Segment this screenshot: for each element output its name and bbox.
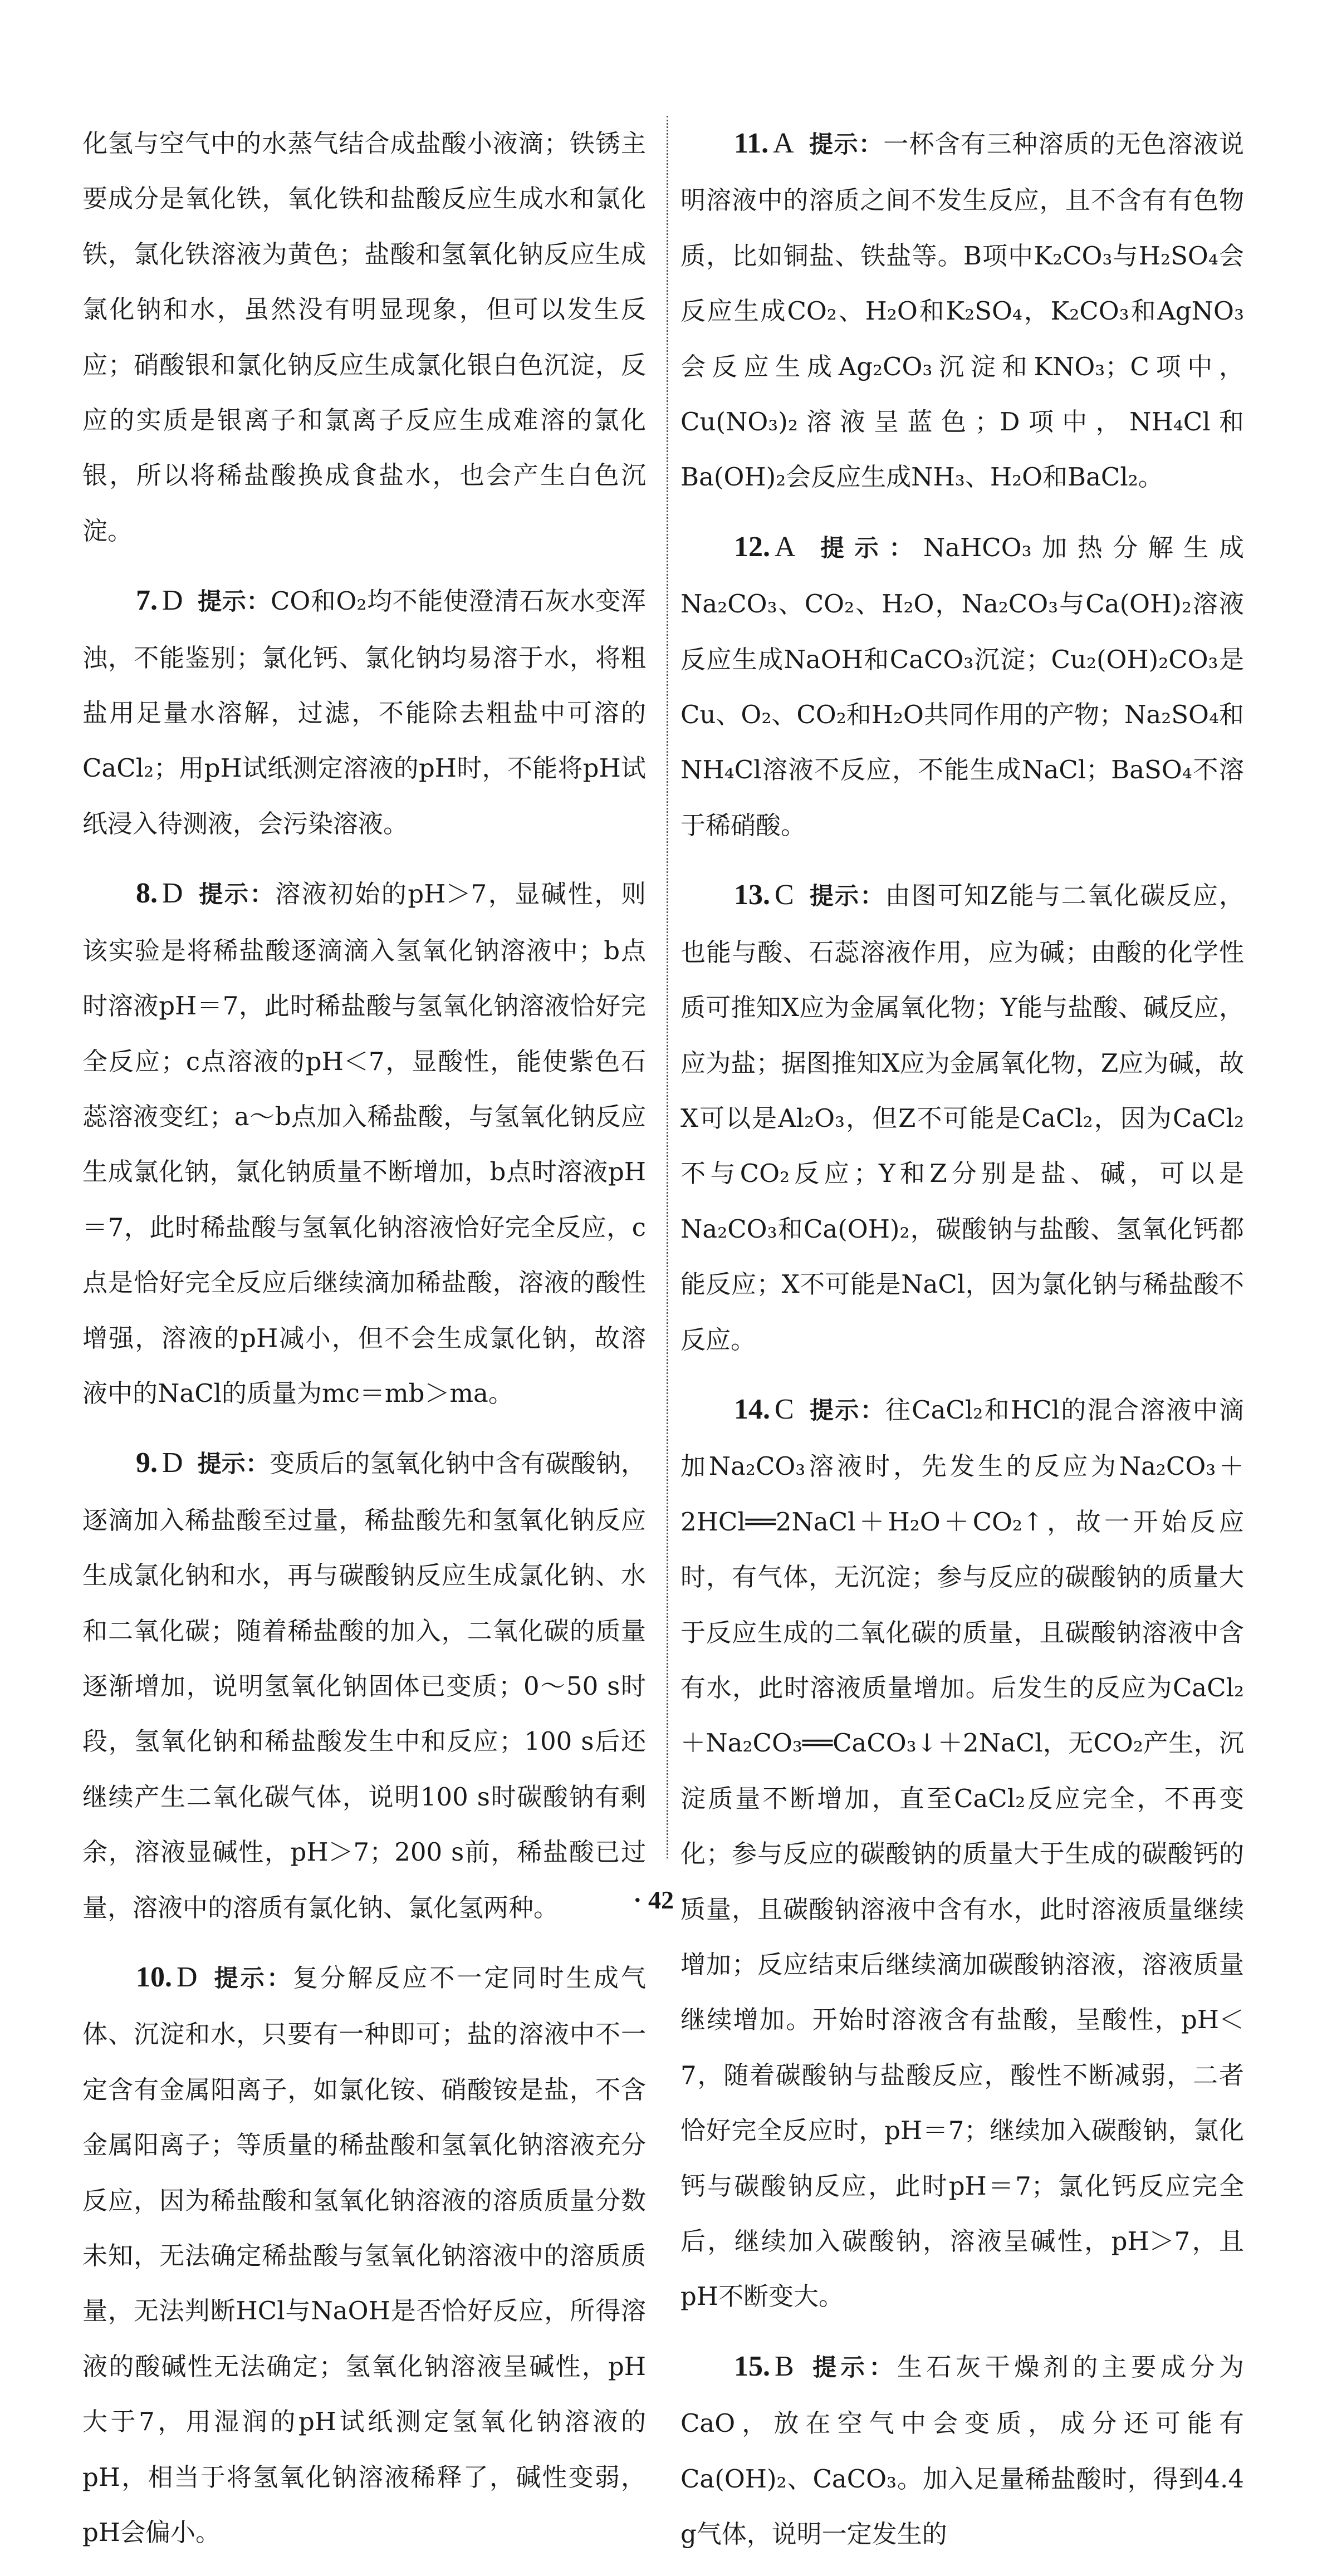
question-number: 7. (136, 585, 158, 617)
column-divider (667, 116, 668, 1858)
question-number: 14. (734, 1393, 770, 1425)
tip-label: 提示： (197, 588, 271, 616)
continued-explanation: 化氢与空气中的水蒸气结合成盐酸小液滴；铁锈主要成分是氧化铁，氧化铁和盐酸反应生成水和氯化铁，氯化铁溶液为黄色；盐酸和氢氧化钠反应生成氯化钠和水，虽然没有明显现象，但可以发生反应；硝酸银和氯化钠反应生成氯化银白色沉淀，反应的实质是银离子和氯离子反应生成难溶的氯化银，所以将稀盐酸换成食盐水，也会产生白色沉淀。 (82, 129, 646, 546)
answer-item-7 (82, 573, 646, 851)
answer-item-9 (82, 1435, 646, 1935)
answer-item-10 (82, 1950, 646, 2560)
tip-label: 提示： (197, 1450, 270, 1479)
explanation-text: CO和O₂均不能使澄清石灰水变浑浊，不能鉴别；氯化钙、氯化钠均易溶于水，将粗盐用足量水溶解，过滤，不能除去粗盐中可溶的CaCl₂；用pH试纸测定溶液的pH时，不能将pH试纸浸入待测液，会污染溶液。 (82, 586, 647, 838)
answer-letter: A (775, 531, 796, 563)
question-number: 11. (734, 127, 769, 159)
tip-label: 提示： (808, 2353, 897, 2382)
explanation-text: NaHCO₃加热分解生成Na₂CO₃、CO₂、H₂O，Na₂CO₃与Ca(OH)₂溶液反应生成NaOH和CaCO₃沉淀；Cu₂(OH)₂CO₃是Cu、O₂、CO₂和H₂O共同作用的产物；Na₂SO₄和NH₄Cl溶液不反应，不能生成NaCl；BaSO₄不溶于稀硝酸。 (680, 532, 1244, 840)
answer-item-14 (680, 1382, 1244, 2324)
answer-item-11 (680, 116, 1244, 505)
tip-label: 提示： (808, 882, 885, 911)
question-number: 10. (136, 1961, 172, 1993)
question-number: 15. (734, 2350, 770, 2382)
explanation-text: 复分解反应不一定同时生成气体、沉淀和水，只要有一种即可；盐的溶液中不一定含有金属阳离子，如氯化铵、硝酸铵是盐，不含金属阳离子；等质量的稀盐酸和氢氧化钠溶液充分反应，因为稀盐酸和氢氧化钠溶液的溶质质量分数未知，无法确定稀盐酸与氢氧化钠溶液中的溶质质量，无法判断HCl与NaOH是否恰好反应，所得溶液的酸碱性无法确定；氢氧化钠溶液呈碱性，pH大于7，用湿润的pH试纸测定氢氧化钠溶液的pH，相当于将氢氧化钠溶液稀释了，碱性变弱，pH会偏小。 (82, 1963, 646, 2548)
tip-label: 提示： (808, 1396, 885, 1425)
question-number: 12. (734, 531, 770, 563)
answer-item-13 (680, 867, 1244, 1367)
answer-letter: D (162, 1447, 183, 1479)
explanation-text: 由图可知Z能与二氧化碳反应，也能与酸、石蕊溶液作用，应为碱；由酸的化学性质可推知X应为金属氧化物；Y能与盐酸、碱反应，应为盐；据图推知X应为金属氧化物，Z应为碱，故X可以是Al₂O₃，但Z不可能是CaCl₂，因为CaCl₂不与CO₂反应；Y和Z分别是盐、碱，可以是Na₂CO₃和Ca(OH)₂，碳酸钠与盐酸、氢氧化钙都能反应；X不可能是NaCl，因为氯化钠与稀盐酸不反应。 (680, 881, 1244, 1355)
answer-item-15 (680, 2339, 1244, 2562)
left-column (82, 116, 646, 2574)
answer-letter: D (177, 1961, 198, 1993)
answer-item-8 (82, 866, 646, 1421)
page-number: · 42 · (633, 1886, 689, 1914)
answer-item-12 (680, 519, 1244, 853)
answer-letter: C (775, 1393, 794, 1425)
question-number: 9. (136, 1447, 158, 1479)
tip-label: 提示： (197, 881, 276, 909)
answer-letter: C (775, 879, 794, 911)
answer-letter: D (162, 585, 183, 617)
tip-label: 提示： (212, 1965, 293, 1993)
answer-letter: D (162, 877, 183, 910)
explanation-text: 溶液初始的pH＞7，显碱性，则该实验是将稀盐酸逐滴滴入氢氧化钠溶液中；b点时溶液pH＝7，此时稀盐酸与氢氧化钠溶液恰好完全反应；c点溶液的pH＜7，显酸性，能使紫色石蕊溶液变红；a～b点加入稀盐酸，与氢氧化钠反应生成氯化钠，氯化钠质量不断增加，b点时溶液pH＝7，此时稀盐酸与氢氧化钠溶液恰好完全反应，c点是恰好完全反应后继续滴加稀盐酸，溶液的酸性增强，溶液的pH减小，但不会生成氯化钠，故溶液中的NaCl的质量为mc＝mb＞ma。 (82, 879, 647, 1408)
explanation-text: 一杯含有三种溶质的无色溶液说明溶液中的溶质之间不发生反应，且不含有有色物质，比如铜盐、铁盐等。B项中K₂CO₃与H₂SO₄会反应生成CO₂、H₂O和K₂SO₄，K₂CO₃和AgNO₃会反应生成Ag₂CO₃沉淀和KNO₃；C项中，Cu(NO₃)₂溶液呈蓝色；D项中，NH₄Cl和Ba(OH)₂会反应生成NH₃、H₂O和BaCl₂。 (680, 129, 1244, 492)
right-column (680, 116, 1244, 2576)
answer-letter: A (773, 127, 794, 159)
explanation-text: 往CaCl₂和HCl的混合溶液中滴加Na₂CO₃溶液时，先发生的反应为Na₂CO₃＋2HCl══2NaCl＋H₂O＋CO₂↑，故一开始反应时，有气体，无沉淀；参与反应的碳酸钠的质量大于反应生成的二氧化碳的质量，且碳酸钠溶液中含有水，此时溶液质量增加。后发生的反应为CaCl₂＋Na₂CO₃══CaCO₃↓＋2NaCl，无CO₂产生，沉淀质量不断增加，直至CaCl₂反应完全，不再变化；参与反应的碳酸钠的质量大于生成的碳酸钙的质量，且碳酸钠溶液中含有水，此时溶液质量继续增加；反应结束后继续滴加碳酸钠溶液，溶液质量继续增加。开始时溶液含有盐酸，呈酸性，pH＜7，随着碳酸钠与盐酸反应，酸性不断减弱，二者恰好完全反应时，pH＝7；继续加入碳酸钠，氯化钙与碳酸钠反应，此时pH＝7；氯化钙反应完全后，继续加入碳酸钠，溶液呈碱性，pH＞7，且pH不断变大。 (680, 1395, 1244, 2312)
explanation-text: 生石灰干燥剂的主要成分为CaO，放在空气中会变质，成分还可能有Ca(OH)₂、CaCO₃。加入足量稀盐酸时，得到4.4 g气体，说明一定发生的 (680, 2352, 1244, 2549)
question-number: 8. (136, 877, 158, 910)
question-number: 13. (734, 879, 770, 911)
explanation-text: 变质后的氢氧化钠中含有碳酸钠，逐滴加入稀盐酸至过量，稀盐酸先和氢氧化钠反应生成氯化钠和水，再与碳酸钠反应生成氯化钠、水和二氧化碳；随着稀盐酸的加入，二氧化碳的质量逐渐增加，说明氢氧化钠固体已变质；0～50 s时段，氢氧化钠和稀盐酸发生中和反应；100 s后还继续产生二氧化碳气体，说明100 s时碳酸钠有剩余，溶液显碱性，pH＞7；200 s前，稀盐酸已过量，溶液中的溶质有氯化钠、氯化氢两种。 (82, 1449, 646, 1922)
answer-letter: B (775, 2350, 794, 2382)
tip-label: 提示： (810, 534, 923, 562)
tip-label: 提示： (808, 131, 884, 159)
